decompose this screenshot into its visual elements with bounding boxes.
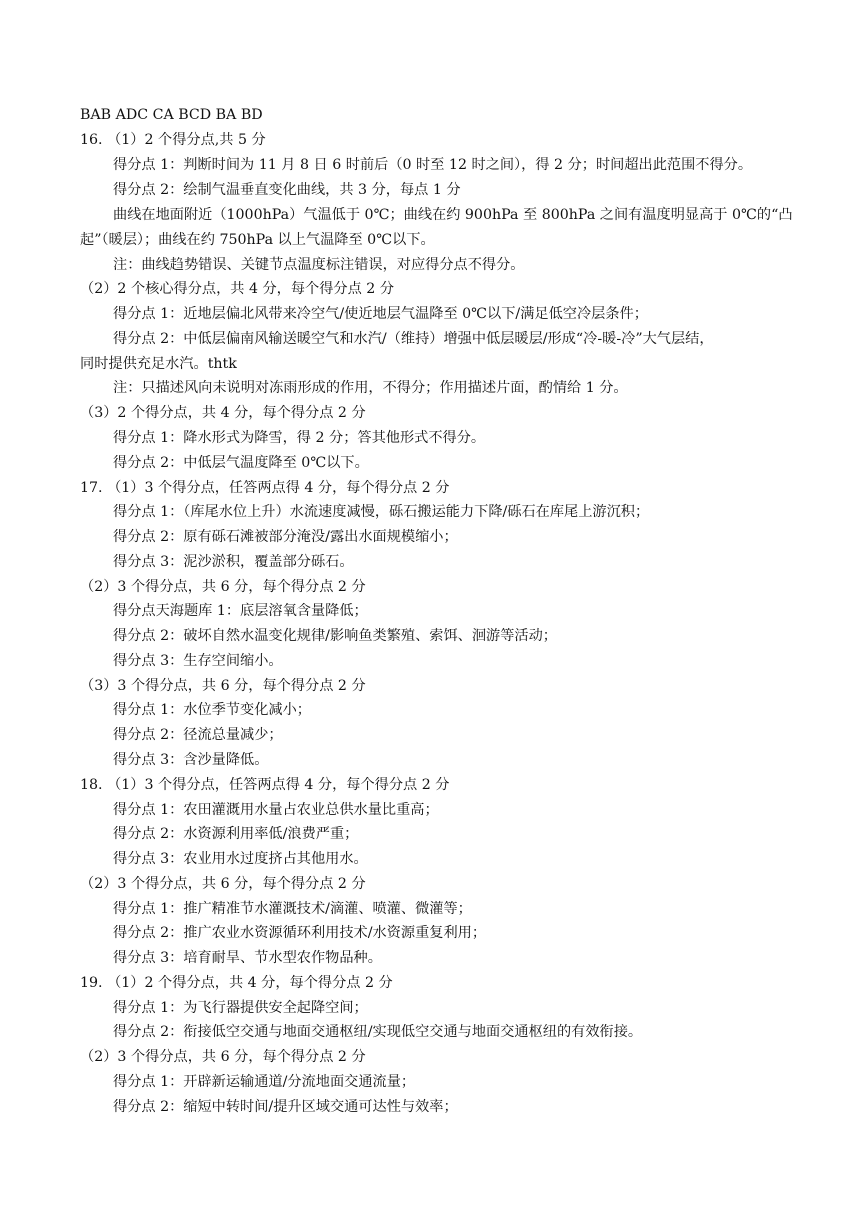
scoring-point-line: 得分点 3：生存空间缩小。 [113,653,283,669]
scoring-point-line: 得分点 2：绘制气温垂直变化曲线，共 3 分，每点 1 分 [113,182,461,198]
scoring-point-line: 得分点 1：农田灌溉用水量占农业总供水量比重高； [113,802,439,818]
scoring-point-line: 得分点 2：缩短中转时间/提升区域交通可达性与效率； [113,1099,458,1115]
scoring-point-line: 得分点 1：推广精准节水灌溉技术/滴灌、喷灌、微灌等； [113,901,472,917]
multiple-choice-answers: BAB ADC CA BCD BA BD [80,107,263,123]
scoring-point-line: 得分点 2：推广农业水资源循环利用技术/水资源重复利用； [113,925,487,941]
scoring-point-line: 得分点天海题库 1：底层溶氧含量降低； [113,603,368,619]
scoring-point-line: 得分点 1：水位季节变化减小； [113,702,311,718]
question-17-part-1-header: 17. （1）3 个得分点，任答两点得 4 分，每个得分点 2 分 [80,480,450,496]
question-19-part-2-header: （2）3 个得分点，共 6 分，每个得分点 2 分 [80,1049,366,1065]
scoring-point-line: 得分点 3：农业用水过度挤占其他用水。 [113,851,368,867]
question-16-part-2-header: （2）2 个核心得分点，共 4 分，每个得分点 2 分 [80,281,395,297]
scoring-point-continuation: 同时提供充足水汽。thtk [80,356,237,372]
question-18-part-1-header: 18. （1）3 个得分点，任答两点得 4 分，每个得分点 2 分 [80,777,450,793]
scoring-point-line: 得分点 2：中低层偏南风输送暖空气和水汽/（维持）增强中低层暖层/形成“冷-暖-冷”大气层结， [113,331,714,347]
scoring-point-line: 得分点 2：原有砾石滩被部分淹没/露出水面规模缩小； [113,529,458,545]
scoring-point-line: 得分点 3：含沙量降低。 [113,752,269,768]
scoring-point-line: 得分点 1：判断时间为 11 月 8 日 6 时前后（0 时至 12 时之间），得 2 分；时间超出此范围不得分。 [113,157,753,173]
scoring-point-continuation: 起”（暖层）；曲线在约 750hPa 以上气温降至 0℃以下。 [80,232,435,248]
question-19-part-1-header: 19. （1）2 个得分点，共 4 分，每个得分点 2 分 [80,975,393,991]
scoring-point-line: 得分点 3：泥沙淤积，覆盖部分砾石。 [113,554,354,570]
question-17-part-2-header: （2）3 个得分点，共 6 分，每个得分点 2 分 [80,579,366,595]
scoring-point-line: 曲线在地面附近（1000hPa）气温低于 0℃；曲线在约 900hPa 至 800hPa 之间有温度明显高于 0℃的“凸 [113,207,793,223]
note-line: 注：只描述风向未说明对冻雨形成的作用，不得分；作用描述片面，酌情给 1 分。 [113,380,628,396]
question-18-part-2-header: （2）3 个得分点，共 6 分，每个得分点 2 分 [80,876,366,892]
scoring-point-line: 得分点 2：破坏自然水温变化规律/影响鱼类繁殖、索饵、洄游等活动； [113,628,557,644]
question-16-part-3-header: （3）2 个得分点，共 4 分，每个得分点 2 分 [80,405,366,421]
scoring-point-line: 得分点 1：近地层偏北风带来冷空气/使近地层气温降至 0℃以下/满足低空冷层条件； [113,306,648,322]
scoring-point-line: 得分点 1：为飞行器提供安全起降空间； [113,1000,368,1016]
scoring-point-line: 得分点 1：（库尾水位上升）水流速度减慢，砾石搬运能力下降/砾石在库尾上游沉积； [113,504,650,520]
scoring-point-line: 得分点 2：径流总量减少； [113,727,283,743]
note-line: 注：曲线趋势错误、关键节点温度标注错误，对应得分点不得分。 [113,257,525,273]
scoring-point-line: 得分点 1：降水形式为降雪，得 2 分；答其他形式不得分。 [113,430,486,446]
scoring-point-line: 得分点 2：水资源利用率低/浪费严重； [113,826,359,842]
scoring-point-line: 得分点 2：衔接低空交通与地面交通枢纽/实现低空交通与地面交通枢纽的有效衔接。 [113,1024,643,1040]
question-17-part-3-header: （3）3 个得分点，共 6 分，每个得分点 2 分 [80,678,366,694]
scoring-point-line: 得分点 3：培育耐旱、节水型农作物品种。 [113,950,382,966]
question-16-part-1-header: 16. （1）2 个得分点,共 5 分 [80,132,266,148]
scoring-point-line: 得分点 1：开辟新运输通道/分流地面交通流量； [113,1074,416,1090]
scoring-point-line: 得分点 2：中低层气温度降至 0℃以下。 [113,455,369,471]
